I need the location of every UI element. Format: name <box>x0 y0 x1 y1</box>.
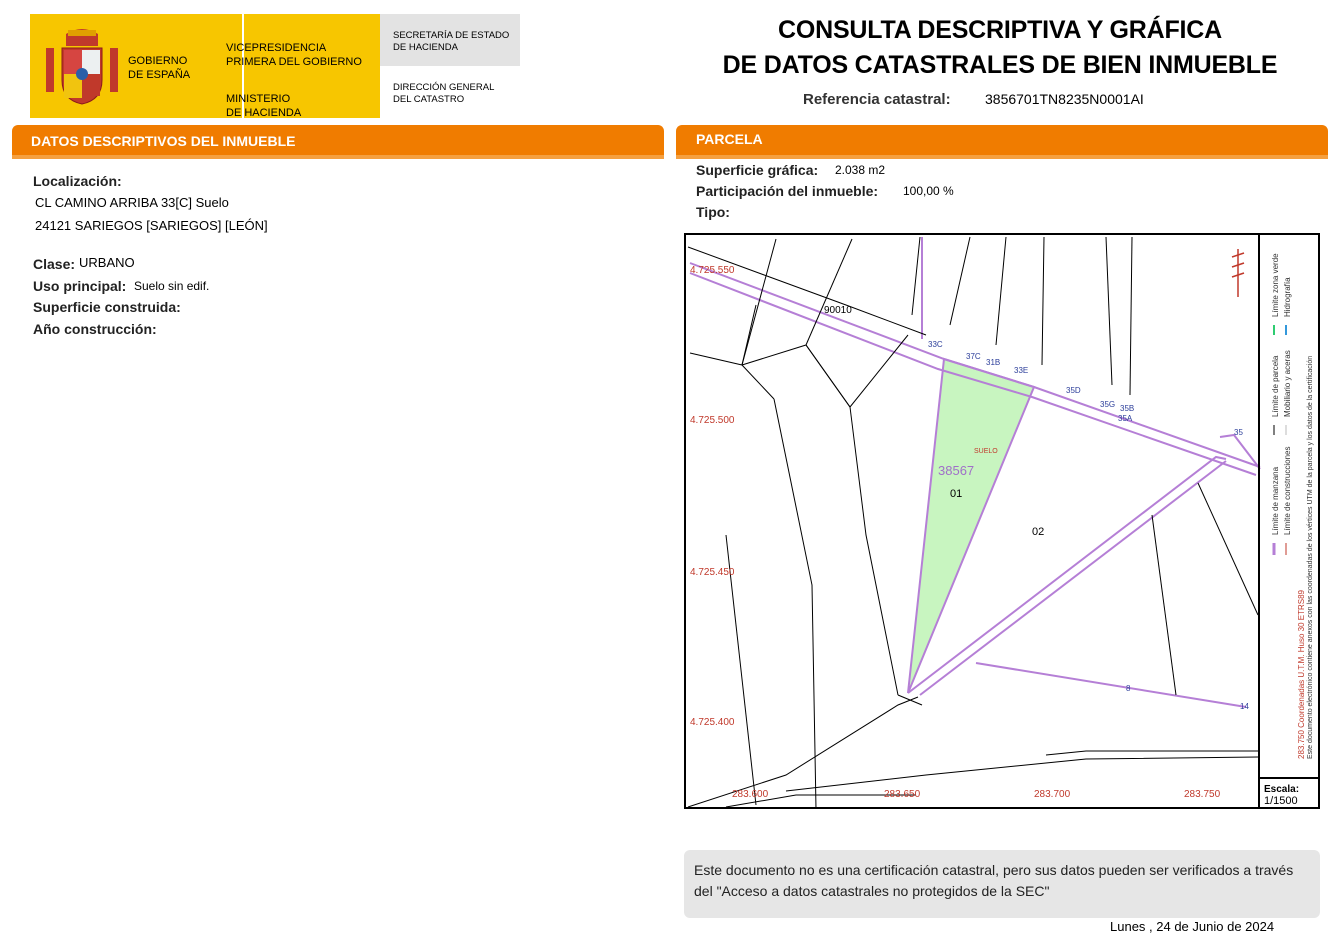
y-tick-3: 4.725.450 <box>690 567 735 578</box>
north-arrow-icon <box>1232 249 1244 297</box>
uso-principal-value: Suelo sin edif. <box>134 279 210 293</box>
uso-principal-label: Uso principal: <box>33 278 127 294</box>
plot-label-35D: 35D <box>1066 386 1081 395</box>
scale-divider <box>1258 777 1320 779</box>
parcel-use: SUELO <box>974 448 998 455</box>
parcel-01-shape <box>908 359 1034 693</box>
document-title-line2: DE DATOS CATASTRALES DE BIEN INMUEBLE <box>722 51 1278 79</box>
y-tick-2: 4.725.500 <box>690 415 735 426</box>
participacion-label: Participación del inmueble: <box>696 183 879 199</box>
plot-label-8: 8 <box>1126 684 1131 693</box>
government-logo-block <box>30 14 380 118</box>
localizacion-label: Localización: <box>33 173 122 189</box>
coords-note: 283.750 Coordenadas U.T.M. Huso 30 ETRS89 <box>1297 590 1306 759</box>
map-svg <box>686 235 1320 809</box>
plot-label-35G: 35G <box>1100 400 1116 409</box>
plot-label-37C: 37C <box>966 352 981 361</box>
plot-label-35B: 35B <box>1120 404 1135 413</box>
superficie-construida-label: Superficie construida: <box>33 299 181 315</box>
localizacion-line1: CL CAMINO ARRIBA 33[C] Suelo <box>35 195 229 210</box>
plot-label-31B: 31B <box>986 358 1001 367</box>
right-section-bar-shadow <box>676 155 1328 159</box>
plot-label-33C: 33C <box>928 340 943 349</box>
clase-label: Clase: <box>33 256 76 272</box>
ref-catastral-label: Referencia catastral: <box>803 91 951 108</box>
plot-label-33E: 33E <box>1014 366 1029 375</box>
participacion-value: 100,00 % <box>903 184 954 198</box>
tipo-label: Tipo: <box>696 204 730 220</box>
scale-label: Escala: <box>1264 784 1300 795</box>
neighbor-sub-02: 02 <box>1032 526 1045 538</box>
direccion-catastro-text: DIRECCIÓN GENERAL DEL CATASTRO <box>393 82 495 105</box>
left-section-bar-shadow <box>12 155 664 159</box>
right-section-title: PARCELA <box>696 131 763 147</box>
y-tick-1: 4.725.550 <box>690 265 735 276</box>
superficie-grafica-value: 2.038 m2 <box>835 163 886 177</box>
coat-of-arms-icon <box>42 24 122 108</box>
ministerio-text: MINISTERIO DE HACIENDA <box>226 93 302 119</box>
plot-label-35A: 35A <box>1118 414 1133 423</box>
x-tick-3: 283.700 <box>1034 789 1071 800</box>
scale-value: 1/1500 <box>1264 795 1298 807</box>
ref-catastral-value: 3856701TN8235N0001AI <box>985 91 1144 107</box>
clase-value: URBANO <box>79 255 135 270</box>
street-code: 90010 <box>824 305 852 316</box>
plot-label-35: 35 <box>1234 428 1243 437</box>
left-section-title: DATOS DESCRIPTIVOS DEL INMUEBLE <box>31 133 296 149</box>
secretaria-text: SECRETARÍA DE ESTADO DE HACIENDA <box>393 30 510 53</box>
x-tick-2: 283.650 <box>884 789 921 800</box>
plot-label-14: 14 <box>1240 702 1249 711</box>
legend-item-4: Mobiliario y aceras <box>1283 350 1292 417</box>
document-date: Lunes , 24 de Junio de 2024 <box>1110 919 1275 934</box>
x-tick-4: 283.750 <box>1184 789 1221 800</box>
parcel-number: 38567 <box>938 463 975 478</box>
cadastral-map <box>684 233 1320 809</box>
gobierno-espana-text: GOBIERNO DE ESPAÑA <box>128 55 191 81</box>
legend-item-5: Límite zona verde <box>1271 253 1280 317</box>
vicepresidencia-text: VICEPRESIDENCIA PRIMERA DEL GOBIERNO <box>226 42 362 68</box>
y-tick-4: 4.725.400 <box>690 717 735 728</box>
legend-divider <box>1258 233 1260 809</box>
x-tick-1: 283.600 <box>732 789 769 800</box>
right-section-bar <box>676 125 1328 159</box>
legend-item-2: Límite de parcela <box>1271 355 1280 417</box>
verification-note-text: Este documento no es una certificación catastral, pero sus datos pueden ser verificados a través del "Acceso a datos catastrales no protegidos de la SEC" <box>694 862 1294 899</box>
legend-item-3: Límite de construcciones <box>1283 446 1292 535</box>
superficie-grafica-label: Superficie gráfica: <box>696 162 819 178</box>
parcel-sub-01: 01 <box>950 488 963 500</box>
legend-item-6: Hidrografía <box>1283 277 1292 317</box>
electronic-note: Este documento electrónico contiene anexos con las coordenadas de los vértices UTM de la parcela y los datos de la certificación <box>1307 355 1314 759</box>
document-title-line1: CONSULTA DESCRIPTIVA Y GRÁFICA <box>777 16 1223 44</box>
anio-construccion-label: Año construcción: <box>33 321 157 337</box>
localizacion-line2: 24121 SARIEGOS [SARIEGOS] [LEÓN] <box>35 218 268 233</box>
legend-item-1: Límite de manzana <box>1271 466 1280 535</box>
